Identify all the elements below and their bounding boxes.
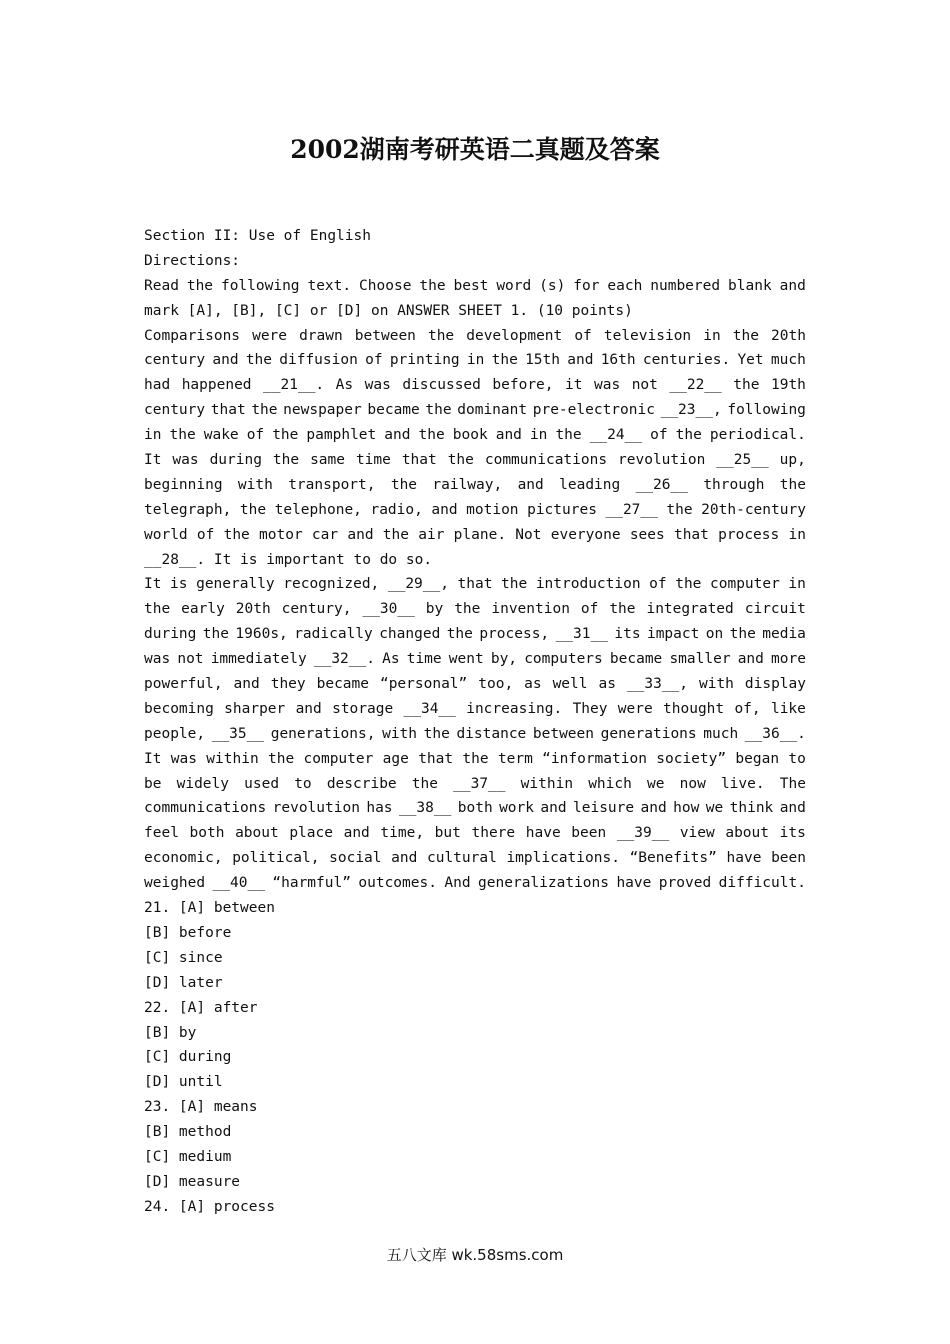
text-line: be widely used to describe the __37__ within which we now live. The [144, 775, 806, 792]
text-line: It was within the computer age that the term “information society” began to [144, 750, 806, 767]
text-line: during the 1960s, radically changed the process, __31__ its impact on the media [144, 626, 806, 643]
text-line: [C] medium [144, 1148, 232, 1165]
text-line: century and the diffusion of printing in the 15th and 16th centuries. Yet much [144, 352, 806, 369]
text-line: in the wake of the pamphlet and the book and in the __24__ of the periodical. [144, 427, 806, 444]
document-body [144, 224, 806, 1220]
text-line: 24. [A] process [144, 1198, 275, 1215]
text-line: [D] until [144, 1074, 223, 1091]
text-line: economic, political, social and cultural implications. “Benefits” have been [144, 850, 806, 867]
text-line: communications revolution has __38__ both work and leisure and how we think and [144, 800, 806, 817]
text-line: Directions: [144, 252, 241, 269]
text-line: [C] during [144, 1049, 232, 1066]
text-line: mark [A], [B], [C] or [D] on ANSWER SHEET 1. (10 points) [144, 302, 633, 319]
text-line: [B] by [144, 1024, 197, 1041]
text-line: century that the newspaper became the dominant pre-electronic __23__, following [144, 402, 806, 419]
text-line: [D] measure [144, 1173, 241, 1190]
text-line: It is generally recognized, __29__, that the introduction of the computer in [144, 576, 806, 593]
text-line: had happened __21__. As was discussed before, it was not __22__ the 19th [144, 377, 806, 394]
text-line: __28__. It is important to do so. [144, 551, 433, 568]
text-line: Section II: Use of English [144, 228, 371, 244]
text-line: the early 20th century, __30__ by the invention of the integrated circuit [144, 601, 806, 618]
text-line: becoming sharper and storage __34__ increasing. They were thought of, like [144, 700, 806, 717]
text-line: Read the following text. Choose the best word (s) for each numbered blank and [144, 277, 806, 294]
text-line: feel both about place and time, but there have been __39__ view about its [144, 825, 806, 842]
text-line: telegraph, the telephone, radio, and motion pictures __27__ the 20th-century [144, 501, 806, 518]
text-line: [D] later [144, 974, 223, 991]
text-line: powerful, and they became “personal” too, as well as __33__, with display [144, 676, 806, 693]
text-line: 23. [A] means [144, 1099, 258, 1116]
text-line: people, __35__ generations, with the distance between generations much __36__. [144, 725, 806, 742]
text-line: [C] since [144, 949, 223, 966]
text-line: 22. [A] after [144, 999, 258, 1016]
page-footer: 五八文库 wk.58sms.com [386, 1246, 564, 1264]
text-line: 21. [A] between [144, 900, 275, 917]
text-line: world of the motor car and the air plane. Not everyone sees that process in [144, 526, 806, 543]
text-line: weighed __40__ “harmful” outcomes. And generalizations have proved difficult. [144, 875, 806, 892]
text-line: [B] before [144, 924, 232, 941]
text-line: It was during the same time that the communications revolution __25__ up, [144, 452, 806, 469]
text-line: [B] method [144, 1124, 232, 1141]
text-line: beginning with transport, the railway, and leading __26__ through the [144, 476, 806, 493]
text-line: was not immediately __32__. As time went by, computers became smaller and more [144, 651, 806, 668]
text-line: Comparisons were drawn between the development of television in the 20th [144, 327, 806, 344]
document-title: 2002湖南考研英语二真题及答案 [290, 135, 660, 164]
